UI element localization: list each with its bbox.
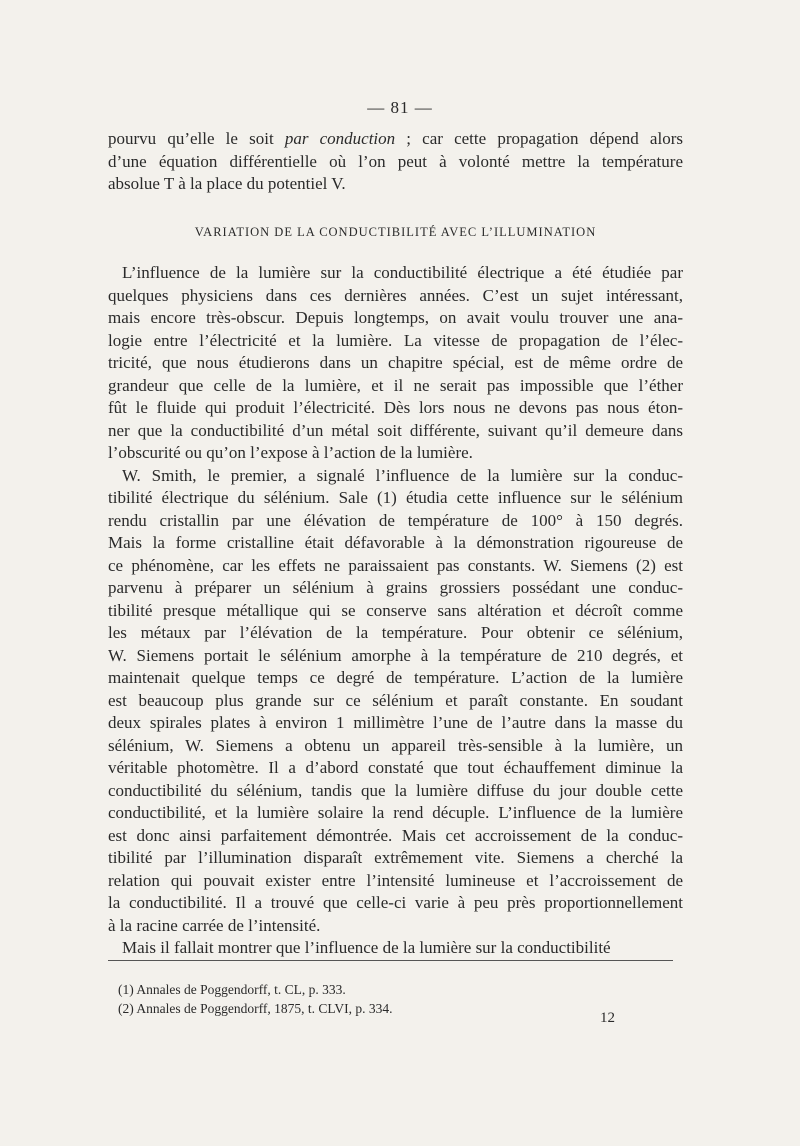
footnote-divider — [108, 960, 673, 961]
text-line: la conductibilité. Il a trouvé que celle-ci varie à peu près proportionnellement — [108, 893, 683, 912]
footnotes — [118, 980, 678, 1018]
text-line: les métaux par l’élévation de la température. Pour obtenir ce sélénium, — [108, 623, 683, 642]
text-line: d’une équation différentielle où l’on peut à volonté mettre la température — [108, 151, 683, 171]
footnote-2: (2) Annales de Poggendorff, 1875, t. CLVI, p. 334. — [118, 1001, 393, 1016]
text-line: mais encore très-obscur. Depuis longtemps, on avait voulu trouver une ana- — [108, 308, 683, 327]
text-line: ce phénomène, car les effets ne paraissaient pas constants. W. Siemens (2) est — [108, 555, 683, 575]
paragraph-main — [108, 262, 683, 960]
text-line: deux spirales plates à environ 1 millimètre l’une de l’autre dans la masse du — [108, 713, 683, 732]
text-line: est beaucoup plus grande sur ce sélénium et paraît constante. En soudant — [108, 690, 683, 710]
text-line: quelques physiciens dans ces dernières années. C’est un sujet intéressant, — [108, 285, 683, 305]
page-number: — 81 — — [367, 98, 433, 117]
text-line: rendu cristallin par une élévation de température de 100° à 150 degrés. — [108, 510, 683, 530]
text-line: tricité, que nous étudierons dans un chapitre spécial, est de même ordre de — [108, 353, 683, 372]
text-line: maintenait quelque temps ce degré de température. L’action de la lumière — [108, 668, 683, 687]
text-line: Mais la forme cristalline était défavorable à la démonstration rigoureuse de — [108, 533, 683, 552]
text-line: L’influence de la lumière sur la conductibilité électrique a été étudiée par — [122, 263, 683, 282]
text-line: relation qui pouvait exister entre l’intensité lumineuse et l’accroissement de — [108, 870, 683, 890]
text-line: parvenu à préparer un sélénium à grains grossiers possédant une conduc- — [108, 578, 683, 597]
emphasis: par conduction — [284, 129, 396, 148]
text-line: conductibilité, et la lumière solaire la rend décuple. L’influence de la lumière — [108, 803, 683, 822]
text-line: tibilité électrique du sélénium. Sale (1) étudia cette influence sur le sélénium — [108, 488, 683, 507]
text-line: logie entre l’électricité et la lumière. La vitesse de propagation de l’élec- — [108, 330, 683, 350]
text-line: l’obscurité ou qu’on l’expose à l’action de la lumière. — [108, 443, 473, 462]
text-line: fût le fluide qui produit l’électricité. Dès lors nous ne devons pas nous éton- — [108, 398, 683, 417]
text-line: W. Siemens portait le sélénium amorphe à la température de 210 degrés, et — [108, 645, 683, 665]
text-line: Mais il fallait montrer que l’influence de la lumière sur la conductibilité — [122, 938, 611, 957]
paragraph-continuation — [108, 128, 683, 196]
text-line: tibilité presque métallique qui se conserve sans altération et décroît comme — [108, 600, 683, 620]
text-line: pourvu qu’elle le soit par conduction ; car cette propagation dépend alors — [108, 129, 683, 148]
text-line: véritable photomètre. Il a d’abord constaté que tout échauffement diminue la — [108, 758, 683, 777]
text-line: à la racine carrée de l’intensité. — [108, 915, 321, 935]
section-heading: VARIATION DE LA CONDUCTIBILITÉ AVEC L’ILLUMINATION — [194, 225, 597, 239]
text-line: est donc ainsi parfaitement démontrée. Mais cet accroissement de la conduc- — [108, 825, 683, 845]
signature-mark: 12 — [600, 1010, 615, 1026]
text-line: sélénium, W. Siemens a obtenu un appareil très-sensible à la lumière, un — [108, 735, 683, 755]
text-line: ner que la conductibilité d’un métal soit différente, suivant qu’il demeure dans — [108, 420, 683, 440]
text-line: absolue T à la place du potentiel V. — [108, 174, 346, 193]
text-line: tibilité par l’illumination disparaît extrêmement vite. Siemens a cherché la — [108, 848, 683, 867]
text-line: grandeur que celle de la lumière, et il ne serait pas impossible que l’éther — [108, 375, 683, 395]
text-line: conductibilité du sélénium, tandis que la lumière diffuse du jour double cette — [108, 780, 683, 800]
footnote-1: (1) Annales de Poggendorff, t. CL, p. 333. — [118, 982, 346, 997]
text-line: W. Smith, le premier, a signalé l’influence de la lumière sur la conduc- — [122, 465, 683, 485]
